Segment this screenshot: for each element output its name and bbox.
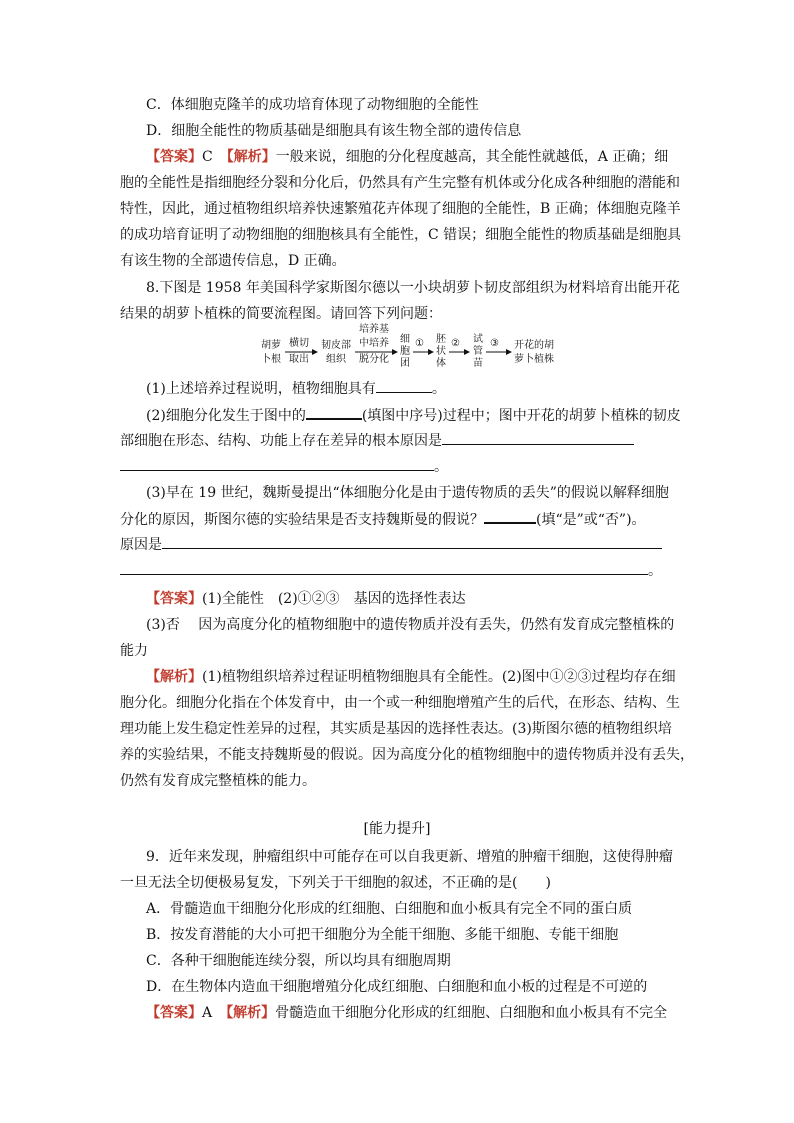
q7-analysis-line: 胞的全能性是指细胞经分裂和分化后，仍然具有产生完整有机体或分化成各种细胞的潜能和 [120, 175, 680, 191]
q8-analysis-line: 【解析】(1)植物组织培养过程证明植物细胞具有全能性。(2)图中①②③过程均存在细 [146, 669, 676, 685]
q9-stem-line: 9．近年来发现，肿瘤组织中可能存在可以自我更新、增殖的肿瘤干细胞，这使得肿瘤 [146, 849, 673, 865]
q8-part3-cont: 。 [120, 560, 662, 582]
arrow-label: 横切 [289, 338, 309, 349]
answer-label: 【答案】 [146, 1005, 202, 1021]
node-phloem-tissue: 韧皮部 [321, 340, 351, 351]
q8-analysis-line: 胞分化。细胞分化指在个体发育中，由一个或一种细胞增殖产生的后代，在形态、结构、生 [120, 695, 680, 711]
node-embryoid: 体 [436, 358, 446, 369]
q8-part3: (3)早在 19 世纪，魏斯曼提出“体细胞分化是由于遗传物质的丢失”的假说以解释细胞 [146, 485, 669, 501]
answer-value: C [202, 149, 213, 165]
node-cell-mass: 胞 [400, 346, 410, 357]
q8-part1: (1)上述培养过程说明，植物细胞具有 。 [146, 378, 446, 400]
q7-analysis-line: 特性，因此，通过植物组织培养快速繁殖花卉体现了细胞的全能性，B 正确；体细胞克隆羊 [120, 201, 681, 217]
q7-option-d: D．细胞全能性的物质基础是细胞具有该生物全部的遗传信息 [146, 123, 522, 139]
q9-option-a: A．骨髓造血干细胞分化形成的红细胞、白细胞和血小板具有完全不同的蛋白质 [146, 901, 633, 917]
analysis-text: 骨髓造血干细胞分化形成的红细胞、白细胞和血小板具有不完全 [275, 1005, 668, 1021]
node-carrot-root: 卜根 [261, 354, 281, 365]
arrow-label: 脱分化 [359, 354, 389, 365]
answer-blank [484, 508, 536, 524]
node-test-tube-seedling: 管 [473, 346, 483, 357]
q7-analysis-line: 有该生物的全部遗传信息，D 正确。 [120, 253, 346, 269]
q8-part3-cont: 分化的原因，斯图尔德的实验结果是否支持魏斯曼的假说？ (填“是”或“否”)。 [120, 508, 646, 531]
q8-part2-cont: 部细胞在形态、结构、功能上存在差异的根本原因是 [120, 430, 634, 452]
node-embryoid: 状 [436, 346, 446, 357]
q7-analysis-line: 的成功培育证明了动物细胞的细胞核具有全能性，C 错误；细胞全能性的物质基础是细胞具 [120, 227, 682, 243]
flow-diagram [255, 322, 565, 374]
q8-answer-line: 能力 [120, 643, 148, 659]
arrow-label: 培养基 [359, 324, 389, 335]
q9-option-d: D．在生物体内造血干细胞增殖分化成红细胞、白细胞和血小板的过程是不可逆的 [146, 979, 648, 995]
q9-option-c: C．各种干细胞能连续分裂，所以均具有细胞周期 [146, 953, 451, 969]
q9-answer-line [146, 1002, 667, 1024]
q8-analysis-line: 理功能上发生稳定性差异的过程，其实质是基因的选择性表达。(3)斯图尔德的植物组织培 [120, 721, 672, 737]
q8-part3-cont: 原因是 [120, 534, 662, 556]
step-number: ② [451, 338, 460, 349]
answer-label: 【答案】 [146, 591, 202, 607]
node-flowering-plant: 萝卜植株 [514, 354, 554, 365]
q9-stem-line: 一旦无法全切便极易复发，下列关于干细胞的叙述，不正确的是( ) [120, 875, 551, 891]
node-cell-mass: 团 [400, 358, 410, 369]
q8-part2-cont: 。 [120, 456, 448, 478]
answer-label: 【答案】 [146, 149, 202, 165]
q8-analysis-line: 养的实验结果，不能支持魏斯曼的假说。因为高度分化的植物细胞中的遗传物质并没有丢失， [120, 747, 694, 763]
q9-option-b: B．按发育潜能的大小可把干细胞分为全能干细胞、多能干细胞、专能干细胞 [146, 927, 619, 943]
node-cell-mass: 细 [400, 334, 410, 345]
q8-analysis-line: 仍然有发育成完整植株的能力。 [120, 773, 316, 789]
node-phloem-tissue: 组织 [326, 354, 346, 365]
answer-blank [120, 456, 434, 471]
q8-stem-line: 8.下图是 1958 年美国科学家斯图尔德以一小块胡萝卜韧皮部组织为材料培育出能开花 [146, 280, 680, 296]
answer-blank [162, 534, 662, 549]
analysis-label: 【解析】 [226, 1005, 276, 1021]
q7-answer-line [146, 146, 668, 168]
step-number: ③ [490, 338, 499, 349]
answer-blank [306, 404, 362, 420]
arrow-label: 中培养 [359, 338, 389, 349]
q8-part2: (2)细胞分化发生于图中的 (填图中序号)过程中；图中开花的胡萝卜植株的韧皮 [146, 404, 681, 427]
answer-blank [120, 560, 648, 575]
q8-answer-line: (3)否 因为高度分化的植物细胞中的遗传物质并没有丢失，仍然有发育成完整植株的 [146, 617, 675, 633]
q8-stem-line: 结果的胡萝卜植株的简要流程图。请回答下列问题： [120, 306, 442, 322]
node-carrot-root: 胡萝 [261, 340, 281, 351]
node-flowering-plant: 开花的胡 [514, 340, 554, 351]
analysis-label: 【解析】 [226, 149, 276, 165]
arrow-label: 取出 [289, 354, 309, 365]
analysis-text: 一般来说，细胞的分化程度越高，其全能性就越低，A 正确；细 [275, 149, 669, 165]
node-test-tube-seedling: 试 [473, 334, 483, 345]
q8-answer-line: 【答案】(1)全能性 (2)①②③ 基因的选择性表达 [146, 591, 466, 607]
node-embryoid: 胚 [436, 334, 446, 345]
answer-blank [376, 378, 432, 393]
analysis-label: 【解析】 [146, 669, 202, 685]
q7-option-c: C．体细胞克隆羊的成功培育体现了动物细胞的全能性 [146, 97, 479, 113]
step-number: ① [415, 338, 424, 349]
answer-blank [442, 430, 634, 445]
section-title: [能力提升] [363, 821, 431, 837]
answer-value: A [202, 1005, 213, 1021]
node-test-tube-seedling: 苗 [473, 358, 483, 369]
